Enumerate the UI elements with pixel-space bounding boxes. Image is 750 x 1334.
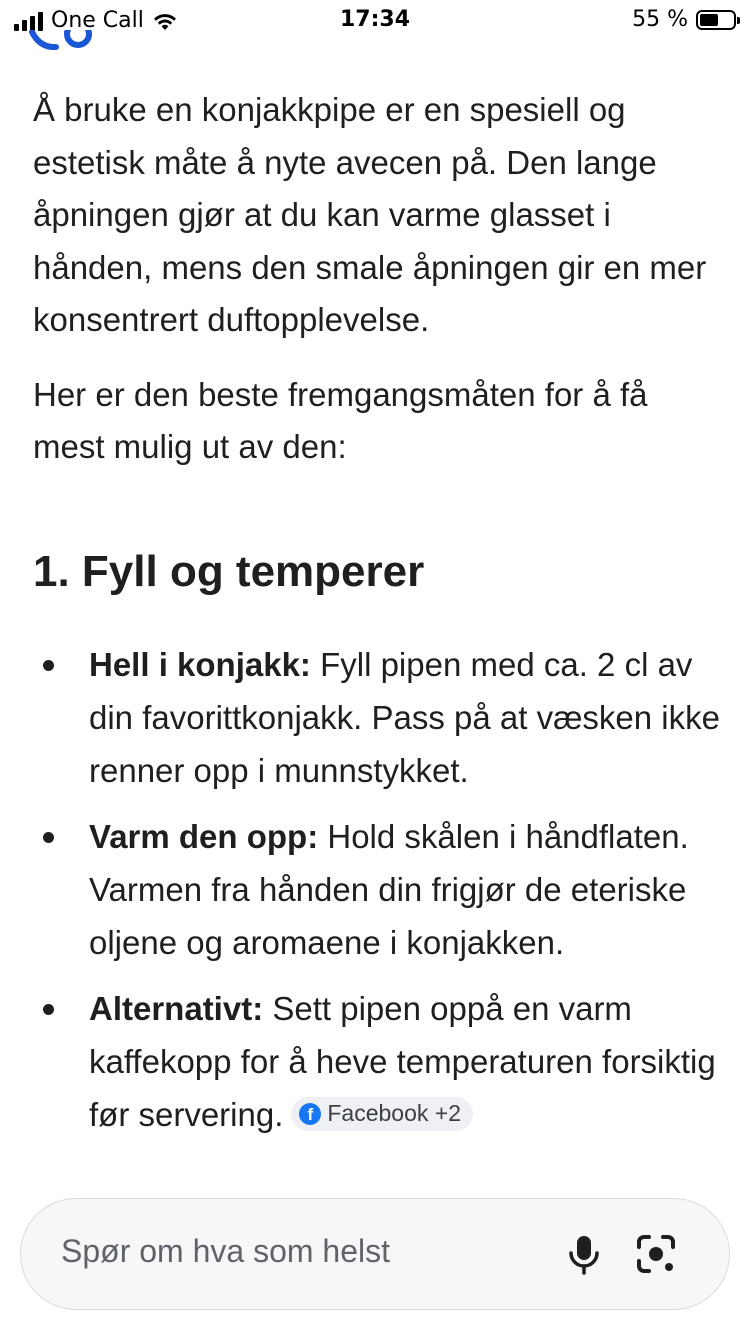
intro-paragraph: Å bruke en konjakkpipe er en spesiell og estetisk måte å nyte avecen på. Den lange åpningen gjør at du kan varme glasset i hånden, mens den smale åpningen gir en mer konsentrert duftopplevelse. — [33, 91, 707, 338]
battery-percentage: 55 % — [632, 7, 688, 32]
carrier-name: One Call — [51, 8, 144, 33]
bullet-label: Alternativt: — [89, 989, 264, 1027]
steps-list — [33, 638, 723, 1141]
bullet-label: Varm den opp: — [89, 817, 319, 855]
bullet-text: Hold skålen i håndflaten. Varmen fra hånden din frigjør de eteriske oljene og aromaene i konjakken. — [89, 817, 689, 961]
source-chip-label: Facebook +2 — [327, 1100, 461, 1127]
answer-content — [33, 84, 723, 1141]
bullet-label: Hell i konjakk: — [89, 645, 311, 683]
list-item — [33, 638, 723, 797]
status-bar — [0, 0, 750, 44]
list-item — [33, 982, 723, 1141]
list-item — [33, 810, 723, 969]
ask-input-placeholder[interactable]: Spør om hva som helst — [61, 1233, 390, 1269]
section-heading: 1. Fyll og temperer — [33, 546, 425, 596]
lead-in-paragraph: Her er den beste fremgangsmåten for å få mest mulig ut av den: — [33, 375, 648, 465]
partial-logo-icon — [26, 30, 94, 50]
status-right — [632, 7, 736, 32]
battery-icon — [696, 10, 736, 30]
camera-lens-icon[interactable] — [633, 1231, 679, 1277]
microphone-icon[interactable] — [561, 1231, 607, 1277]
source-chip[interactable] — [291, 1097, 473, 1131]
bullet-text: Fyll pipen med ca. 2 cl av din favorittkonjakk. Pass på at væsken ikke renner opp i munnstykket. — [89, 645, 720, 789]
facebook-icon: f — [299, 1103, 321, 1125]
bullet-text: Sett pipen oppå en varm kaffekopp for å heve temperaturen forsiktig før servering. — [89, 989, 716, 1133]
status-time: 17:34 — [339, 7, 411, 32]
ask-input-bar[interactable] — [20, 1198, 730, 1310]
